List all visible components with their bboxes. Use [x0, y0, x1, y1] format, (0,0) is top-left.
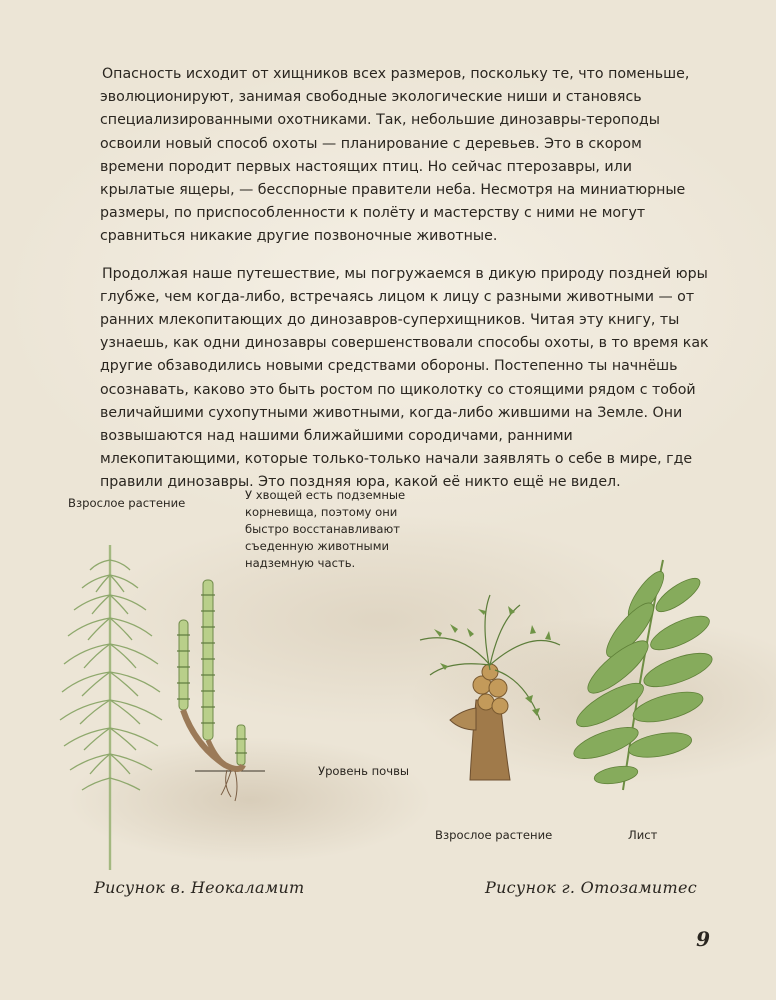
figure-v-caption: Рисунок в. Неокаламит — [94, 878, 305, 897]
label-adult-plant-g: Взрослое растение — [435, 828, 553, 842]
paragraph-2: Продолжая наше путешествие, мы погружаемся в дикую природу поздней юры глубже, чем когда-либо, встречаясь лицом к лицу с разными животными — от ранних млекопитающих до динозавров-суперхищников. Читая эту книгу, ты узнаешь, как одни динозавры совершенствовали способы охоты, в то время как другие обзаводились новыми средствами обороны. Постепенно ты начнёшь осознавать, каково это быть ростом по щиколотку со стоящими рядом с тобой величайшими сухопутными животными, когда-либо жившими на Земле. Они возвышаются над нашими ближайшими сородичами, ранними млекопитающими, которые только-только начали заявлять о себе в мире, где правили динозавры. Это поздняя юра, какой её никто ещё не видел. — [100, 265, 709, 491]
label-leaf: Лист — [628, 828, 658, 842]
body-text — [100, 63, 710, 509]
otozamites-adult-illustration — [410, 590, 570, 790]
label-rhizome-note: У хвощей есть подземные корневища, поэтому они быстро восстанавливают съеденную животными надземную часть. — [245, 488, 406, 570]
horsetail-rhizome-illustration — [165, 575, 285, 815]
page-number: 9 — [696, 927, 710, 951]
horsetail-adult-illustration — [48, 540, 178, 870]
paragraph-1: Опасность исходит от хищников всех размеров, поскольку те, что поменьше, эволюционируют, занимая свободные экологические ниши и становясь специализированными охотниками. Так, небольшие динозавры-тероподы освоили новый способ охоты — планирование с деревьев. Это в скором времени породит первых настоящих птиц. Но сейчас птерозавры, или крылатые ящеры, — бесспорные правители неба. Несмотря на миниатюрные размеры, по приспособленности к полёту и мастерству с ними не могут сравниться никакие другие позвоночные животные. — [100, 66, 690, 245]
label-adult-plant-v: Взрослое растение — [68, 496, 186, 510]
otozamites-leaf-illustration — [568, 555, 718, 795]
figure-g-caption: Рисунок г. Отозамитес — [485, 878, 698, 897]
label-ground-level: Уровень почвы — [318, 764, 410, 778]
